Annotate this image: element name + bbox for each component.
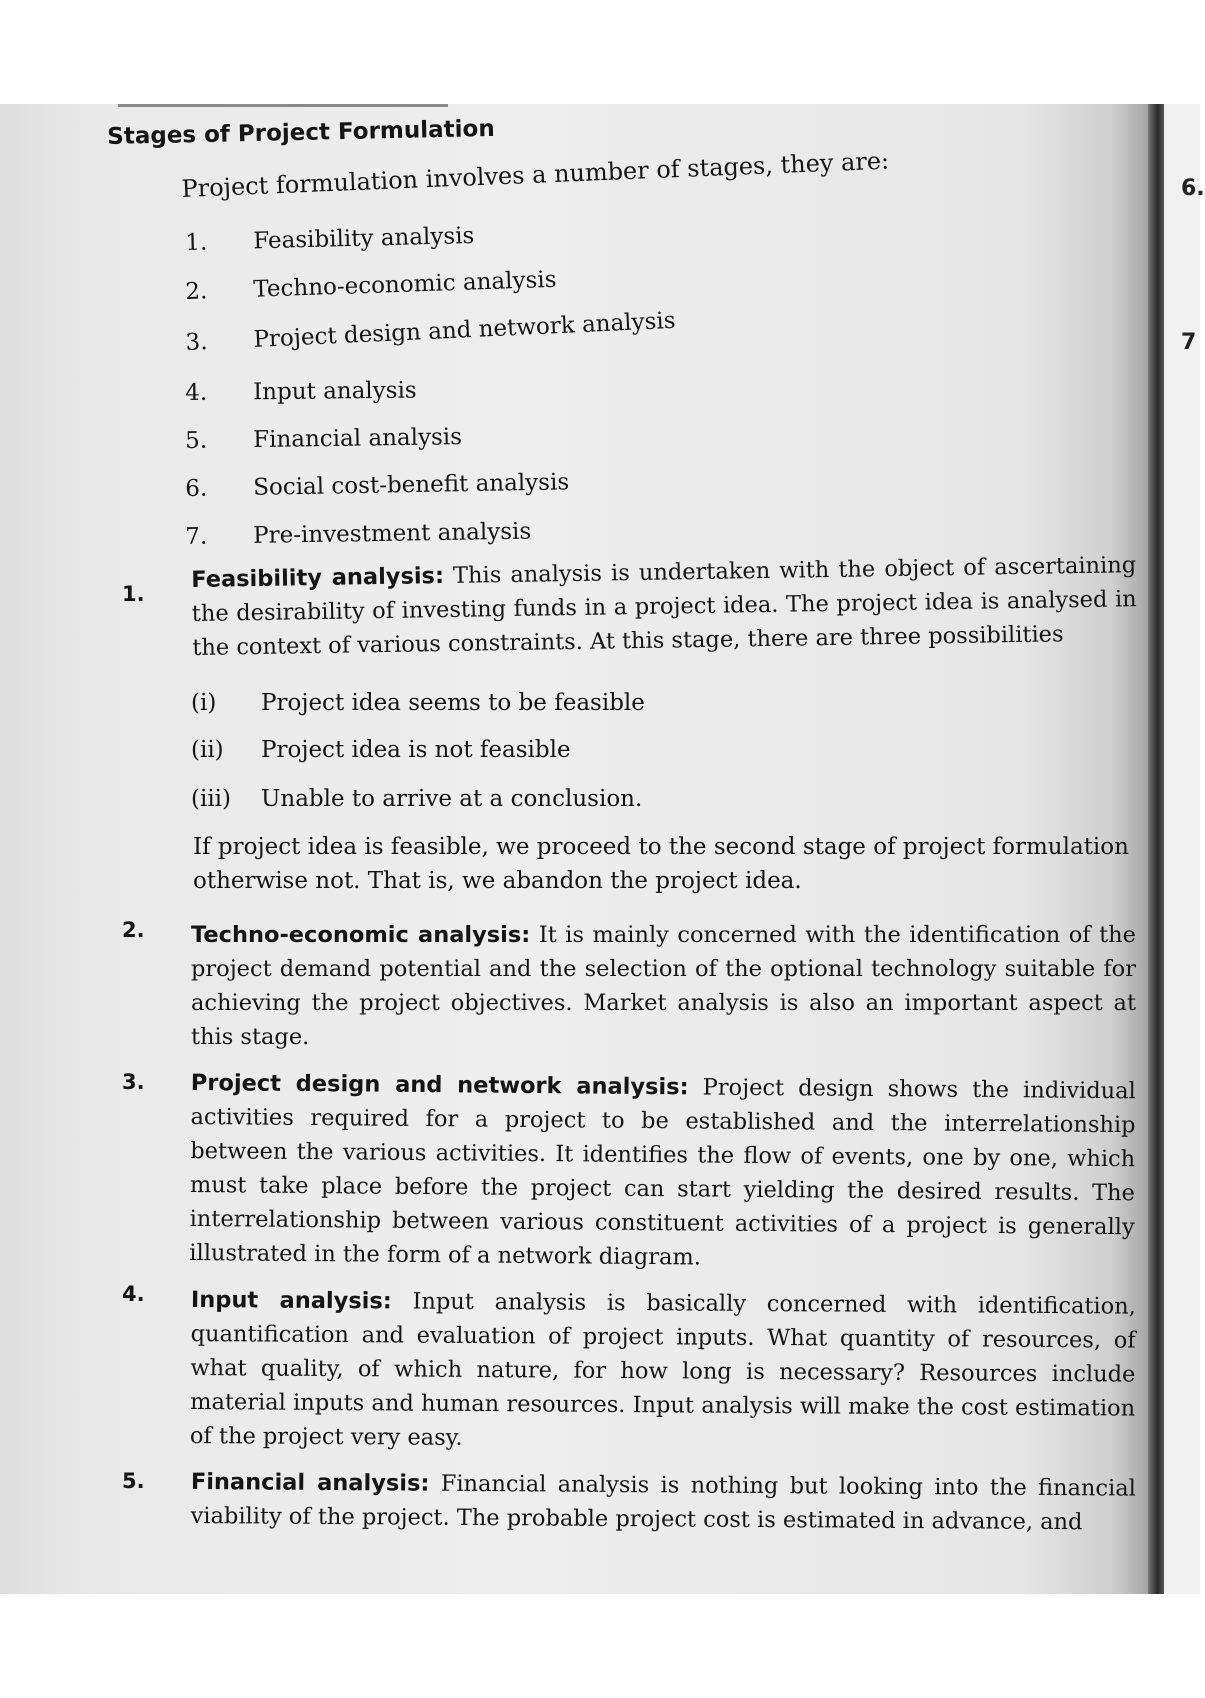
possibility-item	[191, 737, 571, 763]
stage-number: 3.	[185, 329, 209, 356]
book-spine-shadow	[1148, 104, 1164, 1594]
section-text: Input analysis is basically concerned with identification, quantification and evaluation of project inputs. What quantity of resources, of what quality, of which nature, for how long is necessary? Resources include material inputs and human resources. Input analysis will make the cost estimation of the project very easy.	[189, 1288, 1136, 1451]
section-number: 5.	[122, 1469, 145, 1493]
section-number: 3.	[122, 1070, 145, 1094]
facing-page-number-7: 7	[1181, 330, 1197, 355]
section-paragraph	[190, 1283, 1136, 1460]
section-title: Feasibility analysis:	[191, 563, 445, 593]
stage-item	[185, 378, 417, 406]
possibility-item	[191, 690, 645, 716]
stage-number: 2.	[185, 278, 208, 305]
possibility-label: Project idea seems to be feasible	[261, 690, 645, 716]
stage-label: Techno-economic analysis	[252, 266, 557, 303]
stage-label: Feasibility analysis	[252, 222, 475, 255]
facing-page-edge	[1164, 104, 1200, 1594]
stage-label: Pre-investment analysis	[252, 518, 532, 549]
stage-number: 6.	[185, 475, 208, 502]
stage-item	[185, 519, 531, 550]
stage-number: 1.	[185, 229, 208, 256]
possibility-label: Unable to arrive at a conclusion.	[261, 786, 643, 812]
top-background	[0, 0, 1200, 104]
intro-text: Project formulation involves a number of stages, they are:	[181, 146, 890, 203]
page-top-rule	[118, 104, 448, 107]
possibility-number: (i)	[191, 690, 217, 716]
section-text: It is mainly concerned with the identification of the project demand potential and the selection of the optional technology suitable for achieving the project objectives. Market analysis is also an important aspect at this stage.	[191, 922, 1136, 1050]
stage-item	[185, 424, 462, 454]
section-paragraph	[191, 548, 1137, 665]
section-title: Financial analysis:	[190, 1468, 430, 1497]
possibility-number: (ii)	[191, 737, 224, 763]
section-title: Input analysis:	[190, 1286, 392, 1315]
stage-number: 7.	[185, 523, 208, 550]
conclusion-text: If project idea is feasible, we proceed to the second stage of project formulation otherwise not. That is, we abandon the project idea.	[193, 834, 1129, 894]
section-text: Project design shows the individual activities required for a project to be established and the interrelationship between the various activities. It identifies the flow of events, one by one, which must take place before the project can start yielding the desired results. The interrelationship between various constituent activities of a project is generally illustrated in the form of a network diagram.	[189, 1074, 1136, 1271]
stage-label: Project design and network analysis	[252, 307, 677, 353]
section-paragraph	[191, 918, 1136, 1054]
bottom-background	[0, 1594, 1200, 1698]
stage-label: Social cost-benefit analysis	[252, 469, 570, 501]
stage-number: 5.	[185, 427, 208, 454]
page-heading: Stages of Project Formulation	[107, 115, 495, 150]
section-title: Techno-economic analysis:	[191, 922, 531, 948]
section-paragraph	[189, 1066, 1136, 1278]
section-text: This analysis is undertaken with the object of ascertaining the desirability of investing funds in a project idea. The project idea is analysed in the context of various constraints. At this stage, there are three possibilities	[191, 552, 1137, 661]
facing-page-number-6: 6.	[1181, 176, 1205, 201]
possibility-item	[191, 786, 642, 812]
section-number: 4.	[122, 1282, 145, 1306]
section-number: 1.	[122, 582, 145, 606]
section-paragraph	[191, 1465, 1136, 1540]
stage-number: 4.	[185, 379, 208, 406]
section-number: 2.	[122, 918, 145, 942]
section-title: Project design and network analysis:	[190, 1069, 689, 1101]
section-text: Financial analysis is nothing but looking into the financial viability of the project. The probable project cost is estimated in advance, and	[190, 1470, 1136, 1536]
possibility-number: (iii)	[191, 786, 232, 812]
stage-label: Input analysis	[252, 377, 417, 406]
stage-label: Financial analysis	[252, 424, 463, 454]
possibility-label: Project idea is not feasible	[261, 737, 571, 763]
